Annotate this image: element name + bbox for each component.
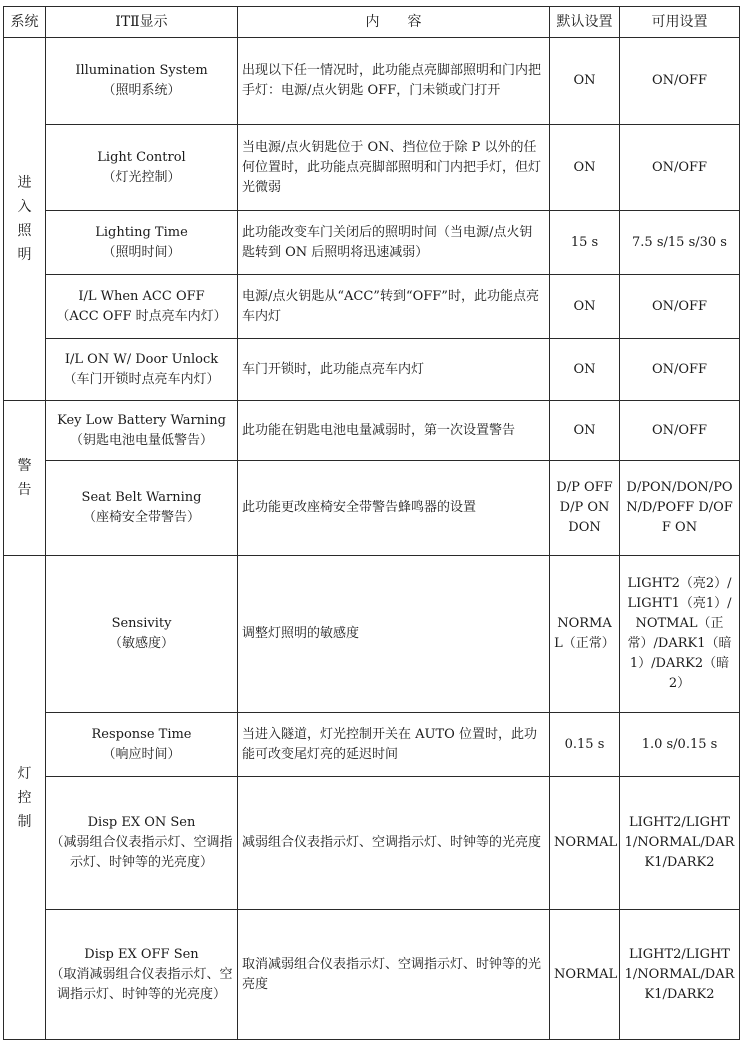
display-cn: （照明时间） xyxy=(102,244,181,260)
default-cell: NORMAL（正常） xyxy=(550,556,620,713)
table-row xyxy=(4,910,740,1040)
display-en: Key Low Battery Warning xyxy=(57,412,226,428)
display-en: Disp EX ON Sen xyxy=(87,815,196,830)
table-row xyxy=(4,777,740,910)
header-system: 系统 xyxy=(4,7,46,38)
display-en: Disp EX OFF Sen xyxy=(84,946,199,962)
system-cell-light-control: 灯控制 xyxy=(4,556,46,1040)
display-cell xyxy=(46,461,238,556)
available-cell: ON/OFF xyxy=(620,339,740,401)
available-cell: LIGHT2（亮2）/LIGHT1（亮1）/NOTMAL（正常）/DARK1（暗1）/DARK2（暗2） xyxy=(620,556,740,713)
display-cell xyxy=(46,713,238,777)
table-row xyxy=(4,275,740,339)
display-cn: （响应时间） xyxy=(102,746,181,762)
display-cn: （减弱组合仪表指示灯、空调指示灯、时钟等的光亮度） xyxy=(50,835,233,870)
display-en: Lighting Time xyxy=(95,224,188,240)
display-en: Seat Belt Warning xyxy=(81,490,202,505)
header-row xyxy=(4,7,740,38)
default-cell: ON xyxy=(550,125,620,211)
content-cell: 当电源/点火钥匙位于 ON、挡位位于除 P 以外的任何位置时，此功能点亮脚部照明和门内把手灯，但灯光微弱 xyxy=(238,125,550,211)
display-cn: （钥匙电池电量低警告） xyxy=(69,432,213,448)
available-cell: D/PON/DON/PON/D/POFF D/OFF ON xyxy=(620,461,740,556)
header-default: 默认设置 xyxy=(550,7,620,38)
default-cell: 15 s xyxy=(550,211,620,275)
header-available: 可用设置 xyxy=(620,7,740,38)
content-cell: 此功能更改座椅安全带警告蜂鸣器的设置 xyxy=(238,461,550,556)
content-cell: 电源/点火钥匙从“ACC”转到“OFF”时，此功能点亮车内灯 xyxy=(238,275,550,339)
display-cell xyxy=(46,910,238,1040)
display-cell xyxy=(46,38,238,125)
display-en: Light Control xyxy=(97,149,186,165)
default-cell: ON xyxy=(550,38,620,125)
display-cn: （照明系统） xyxy=(102,83,181,98)
available-cell: 1.0 s/0.15 s xyxy=(620,713,740,777)
content-cell: 车门开锁时，此功能点亮车内灯 xyxy=(238,339,550,401)
display-cell xyxy=(46,125,238,211)
system-cell-warning: 警告 xyxy=(4,401,46,556)
table-row xyxy=(4,339,740,401)
default-cell: 0.15 s xyxy=(550,713,620,777)
available-cell: LIGHT2/LIGHT1/NORMAL/DARK1/DARK2 xyxy=(620,777,740,910)
table-row xyxy=(4,211,740,275)
default-cell: ON xyxy=(550,339,620,401)
content-cell: 减弱组合仪表指示灯、空调指示灯、时钟等的光亮度 xyxy=(238,777,550,910)
display-cn: （敏感度） xyxy=(108,636,174,651)
display-cell xyxy=(46,211,238,275)
settings-table xyxy=(3,6,740,1040)
available-cell: ON/OFF xyxy=(620,275,740,339)
table-row xyxy=(4,38,740,125)
display-cell xyxy=(46,777,238,910)
content-cell: 调整灯照明的敏感度 xyxy=(238,556,550,713)
default-cell: NORMAL xyxy=(550,777,620,910)
available-cell: ON/OFF xyxy=(620,38,740,125)
available-cell: ON/OFF xyxy=(620,125,740,211)
display-cn: （ACC OFF 时点亮车内灯） xyxy=(56,308,227,324)
table-row xyxy=(4,125,740,211)
content-cell: 此功能改变车门关闭后的照明时间（当电源/点火钥匙转到 ON 后照明将迅速减弱） xyxy=(238,211,550,275)
default-cell: ON xyxy=(550,401,620,461)
available-cell: ON/OFF xyxy=(620,401,740,461)
display-en: Response Time xyxy=(91,726,192,742)
content-cell: 当进入隧道，灯光控制开关在 AUTO 位置时，此功能可改变尾灯亮的延迟时间 xyxy=(238,713,550,777)
system-cell-entry-lighting: 进入照明 xyxy=(4,38,46,401)
table-row xyxy=(4,556,740,713)
display-cn: （车门开锁时点亮车内灯） xyxy=(63,371,220,387)
display-en: I/L ON W/ Door Unlock xyxy=(64,351,219,367)
display-cn: （灯光控制） xyxy=(102,169,181,185)
display-cn: （取消减弱组合仪表指示灯、空调指示灯、时钟等的光亮度） xyxy=(50,966,233,1002)
table-row xyxy=(4,401,740,461)
display-cell xyxy=(46,401,238,461)
table-row xyxy=(4,461,740,556)
display-cell xyxy=(46,556,238,713)
default-cell: NORMAL xyxy=(550,910,620,1040)
content-cell: 此功能在钥匙电池电量减弱时，第一次设置警告 xyxy=(238,401,550,461)
table-row xyxy=(4,713,740,777)
display-en: Illumination System xyxy=(75,63,208,78)
content-cell: 出现以下任一情况时，此功能点亮脚部照明和门内把手灯：电源/点火钥匙 OFF，门未锁或门打开 xyxy=(238,38,550,125)
display-cell xyxy=(46,339,238,401)
header-content: 内 容 xyxy=(238,7,550,38)
available-cell: LIGHT2/LIGHT1/NORMAL/DARK1/DARK2 xyxy=(620,910,740,1040)
available-cell: 7.5 s/15 s/30 s xyxy=(620,211,740,275)
display-en: I/L When ACC OFF xyxy=(78,288,205,304)
content-cell: 取消减弱组合仪表指示灯、空调指示灯、时钟等的光亮度 xyxy=(238,910,550,1040)
header-display: ITⅡ显示 xyxy=(46,7,238,38)
default-cell: ON xyxy=(550,275,620,339)
display-en: Sensivity xyxy=(111,616,172,631)
display-cn: （座椅安全带警告） xyxy=(82,510,200,525)
default-cell: D/P OFF D/P ON DON xyxy=(550,461,620,556)
display-cell xyxy=(46,275,238,339)
